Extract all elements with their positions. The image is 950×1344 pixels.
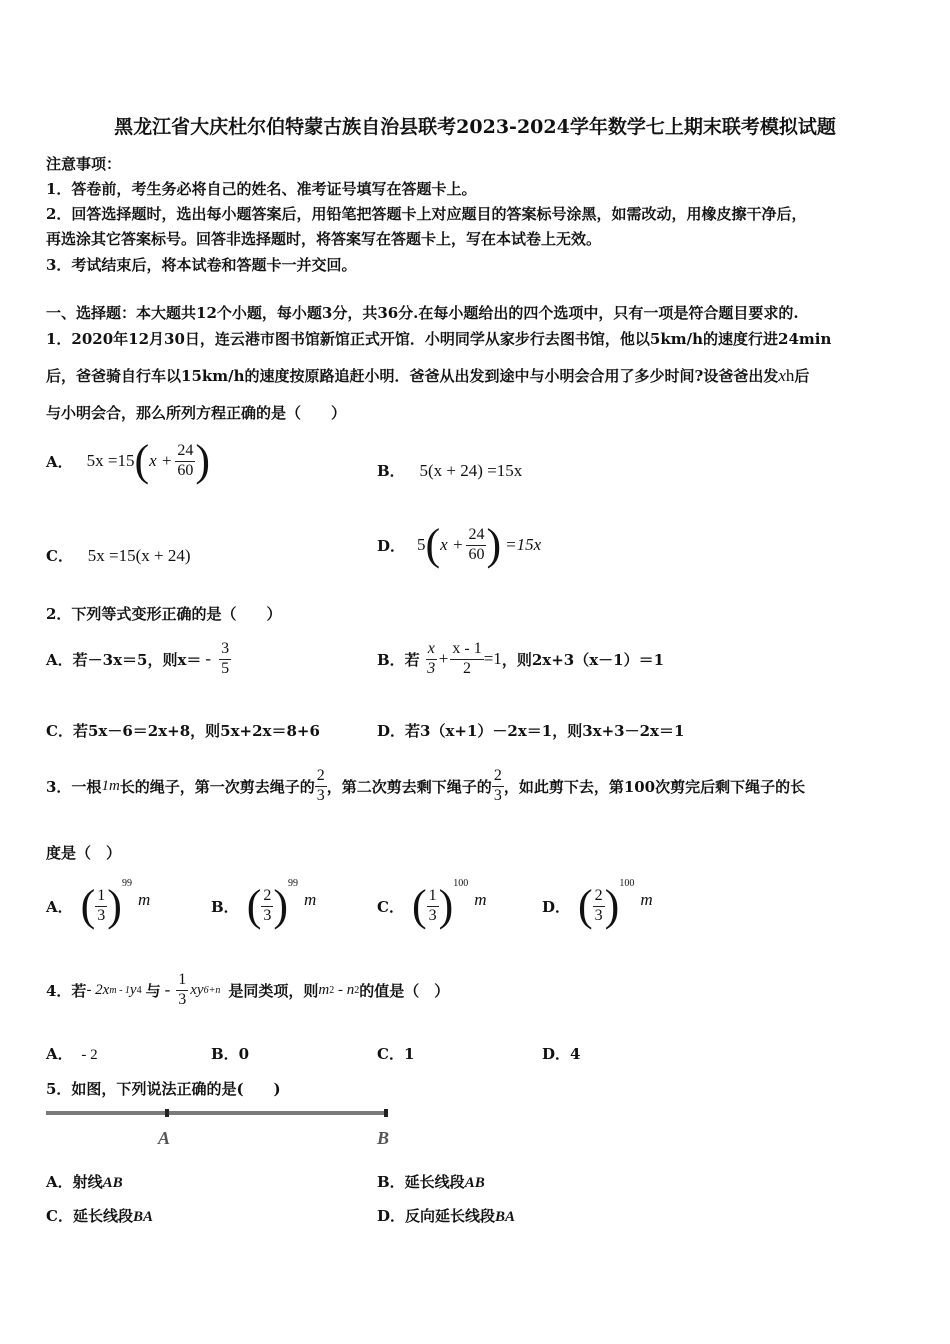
q1-d-lead: 5 bbox=[417, 535, 426, 554]
q1-option-d-label: D． bbox=[377, 536, 406, 555]
q1-line-3: 与小明会合，那么所列方程正确的是（ ） bbox=[46, 404, 347, 422]
q4-post-2: 的值是（ ） bbox=[359, 981, 450, 1000]
q3-d-fraction bbox=[593, 887, 605, 925]
q3-option-d[interactable] bbox=[542, 878, 653, 934]
q2-b-f2-den: 2 bbox=[463, 659, 472, 677]
q4-m-sup: 2 bbox=[329, 984, 335, 996]
q1-d-num: 24 bbox=[466, 526, 486, 545]
q5-option-d-label: D．反向延长线段 bbox=[377, 1207, 496, 1225]
q2-a-minus: - bbox=[205, 649, 212, 668]
q1-line-2 bbox=[46, 365, 809, 386]
right-paren-icon: ) bbox=[195, 436, 211, 485]
q3-b-fraction bbox=[261, 887, 273, 925]
q4-option-a-value: - 2 bbox=[81, 1047, 98, 1063]
q2-b-plus: + bbox=[438, 649, 449, 668]
q3-length: 1m bbox=[101, 777, 120, 794]
q2-b-f2-num: x - 1 bbox=[450, 640, 483, 659]
q4-option-c[interactable]: C．1 bbox=[377, 1045, 415, 1063]
q1-option-a-label: A． bbox=[46, 452, 73, 471]
section-heading: 一、选择题：本大题共12个小题，每小题3分，共36分.在每小题给出的四个选项中，只有一项是符合题目要求的. bbox=[46, 304, 799, 322]
q5-stem: 5．如图，下列说法正确的是( ) bbox=[46, 1080, 281, 1098]
q5-option-b-value: AB bbox=[464, 1175, 485, 1191]
q1-d-right: =15x bbox=[505, 535, 542, 554]
q2-b-eq: =1 bbox=[483, 649, 502, 668]
q4-n-sup: 2 bbox=[354, 984, 360, 996]
left-paren-icon: ( bbox=[134, 436, 150, 485]
q3-pre: 3．一根 bbox=[46, 777, 102, 796]
q3-a-unit: m bbox=[137, 890, 151, 909]
q5-option-c-label: C．延长线段 bbox=[46, 1207, 133, 1225]
q1-unit: h bbox=[785, 366, 795, 385]
q3-option-c-label: C． bbox=[377, 897, 404, 916]
q4-t2-num: 1 bbox=[176, 971, 188, 990]
q3-c-num: 1 bbox=[427, 887, 439, 906]
q4-term-1-y-sup: 4 bbox=[136, 984, 142, 996]
q3-mid-1: 长的绳子，第一次剪去绳子的 bbox=[119, 777, 315, 796]
q4-option-b[interactable]: B．0 bbox=[211, 1045, 250, 1063]
q5-option-b[interactable] bbox=[377, 1171, 485, 1192]
right-paren-icon: ) bbox=[107, 881, 122, 930]
q1-line-1: 1．2020年12月30日，连云港市图书馆新馆正式开馆．小明同学从家步行去图书馆，他以5km/h的速度行进24min bbox=[46, 330, 832, 348]
q3-mid-2: ，第二次剪去剩下绳子的 bbox=[326, 777, 492, 796]
q3-post: ，如此剪下去，第100次剪完后剩下绳子的长 bbox=[503, 777, 806, 796]
point-b-label: B bbox=[377, 1128, 390, 1148]
q5-option-d-value: BA bbox=[495, 1209, 516, 1225]
q4-term-1: - 2x bbox=[86, 981, 110, 998]
q4-term-2-fraction bbox=[176, 971, 188, 1009]
q1-a-den: 60 bbox=[177, 461, 194, 479]
q1-d-den: 60 bbox=[468, 545, 485, 563]
line-segment-diagram bbox=[44, 1104, 396, 1150]
left-paren-icon: ( bbox=[578, 881, 593, 930]
left-paren-icon: ( bbox=[411, 881, 427, 930]
q3-option-b[interactable] bbox=[211, 878, 316, 934]
q5-option-a[interactable] bbox=[46, 1171, 123, 1192]
q1-c-expr: 5x =15(x + 24) bbox=[87, 546, 191, 565]
q2-b-f1-den: 3 bbox=[427, 659, 436, 677]
q3-d-unit: m bbox=[640, 890, 653, 909]
q4-pre: 4．若 bbox=[46, 981, 87, 1000]
q2-option-c[interactable]: C．若5x－6＝2x+8，则5x+2x＝8+6 bbox=[46, 722, 320, 740]
q4-term-1-sup: m - 1 bbox=[109, 984, 130, 996]
q3-a-num: 1 bbox=[95, 887, 107, 906]
q2-a-den: 5 bbox=[221, 659, 230, 677]
q5-option-a-value: AB bbox=[102, 1175, 123, 1191]
note-3: 3．考试结束后，将本试卷和答题卡一并交回。 bbox=[46, 256, 357, 274]
q5-option-b-label: B．延长线段 bbox=[377, 1173, 465, 1191]
left-paren-icon: ( bbox=[425, 520, 441, 569]
q3-c-unit: m bbox=[474, 890, 487, 909]
q5-option-c-value: BA bbox=[132, 1209, 153, 1225]
q2-option-a[interactable] bbox=[46, 637, 231, 681]
q3-c-fraction bbox=[427, 887, 439, 925]
q3-b-exp: 99 bbox=[288, 878, 298, 889]
q3-a-den: 3 bbox=[97, 906, 106, 924]
q3-d-den: 3 bbox=[594, 906, 603, 924]
q1-b-expr: 5(x + 24) =15x bbox=[419, 461, 523, 480]
q4-option-d[interactable]: D．4 bbox=[542, 1045, 581, 1063]
q2-a-text: A．若－3x＝5，则x＝ bbox=[46, 650, 202, 669]
q5-option-c[interactable] bbox=[46, 1205, 153, 1226]
right-paren-icon: ) bbox=[604, 881, 620, 930]
q4-term-2-sup: 6+n bbox=[203, 984, 221, 996]
right-paren-icon: ) bbox=[438, 881, 454, 930]
q4-t2-den: 3 bbox=[178, 990, 187, 1008]
q3-line-2: 度是（ ） bbox=[46, 844, 122, 862]
q4-option-a[interactable] bbox=[46, 1043, 98, 1064]
q5-option-d[interactable] bbox=[377, 1205, 515, 1226]
q3-a-exp: 99 bbox=[121, 878, 132, 889]
q3-option-d-label: D． bbox=[542, 897, 571, 916]
q3-line-1 bbox=[46, 754, 805, 818]
q4-option-a-label: A． bbox=[46, 1045, 73, 1063]
q2-option-d[interactable]: D．若3（x+1）－2x＝1，则3x+3－2x＝1 bbox=[377, 722, 685, 740]
q2-b-frac-2 bbox=[450, 640, 483, 678]
q4-minus: - bbox=[334, 981, 347, 998]
q4-term-1-y: y bbox=[129, 981, 137, 998]
q2-stem: 2．下列等式变形正确的是（ ） bbox=[46, 605, 282, 623]
q1-a-fraction bbox=[175, 442, 195, 480]
q3-option-a-label: A． bbox=[46, 897, 73, 916]
q3-d-num: 2 bbox=[593, 887, 605, 906]
q3-c-exp: 100 bbox=[453, 878, 469, 889]
q1-a-inner: x + bbox=[149, 451, 173, 470]
q3-option-c[interactable] bbox=[377, 878, 487, 934]
left-paren-icon: ( bbox=[80, 881, 96, 930]
q3-b-num: 2 bbox=[261, 887, 273, 906]
point-a-icon bbox=[165, 1109, 169, 1117]
point-b-icon bbox=[384, 1109, 388, 1117]
point-a-label: A bbox=[158, 1128, 171, 1148]
q3-f2-num: 2 bbox=[492, 767, 504, 786]
q2-a-fraction bbox=[219, 640, 231, 678]
q2-b-frac-1 bbox=[426, 640, 437, 678]
q3-option-a[interactable] bbox=[46, 878, 150, 934]
q2-a-num: 3 bbox=[219, 640, 231, 659]
q3-b-den: 3 bbox=[263, 906, 272, 924]
q4-with: 与 bbox=[145, 981, 161, 1000]
q3-f1-num: 2 bbox=[315, 767, 327, 786]
right-paren-icon: ) bbox=[273, 881, 288, 930]
q1-option-b[interactable] bbox=[377, 460, 522, 481]
q5-option-a-label: A．射线 bbox=[46, 1173, 103, 1191]
q1-option-a[interactable] bbox=[46, 436, 210, 486]
q2-b-post: ，则2x+3（x－1）＝1 bbox=[501, 650, 665, 669]
q1-d-inner: x + bbox=[440, 535, 464, 554]
q4-stem bbox=[46, 958, 449, 1022]
q1-d-fraction bbox=[466, 526, 486, 564]
q4-term-2-xy: xy bbox=[190, 981, 204, 998]
q1-a-num: 24 bbox=[175, 442, 195, 461]
q3-a-fraction bbox=[95, 887, 107, 925]
q3-f2-den: 3 bbox=[493, 786, 502, 804]
q1-option-c-label: C． bbox=[46, 547, 73, 565]
q1-option-b-label: B． bbox=[377, 462, 405, 480]
q2-option-b[interactable] bbox=[377, 637, 664, 681]
q3-f1-den: 3 bbox=[316, 786, 325, 804]
q4-m: m bbox=[318, 981, 330, 998]
note-2-line-2: 再选涂其它答案标号。回答非选择题时，将答案写在答题卡上，写在本试卷上无效。 bbox=[46, 230, 602, 248]
q3-option-b-label: B． bbox=[211, 897, 239, 916]
left-paren-icon: ( bbox=[246, 881, 262, 930]
q3-d-exp: 100 bbox=[619, 878, 635, 889]
q4-n: n bbox=[346, 981, 355, 998]
q1-line-2-end: 后 bbox=[794, 367, 810, 385]
right-paren-icon: ) bbox=[486, 520, 502, 569]
q4-post-1: 是同类项，则 bbox=[228, 981, 319, 1000]
q3-fraction-1 bbox=[315, 767, 327, 805]
q1-a-left: 5x =15 bbox=[86, 451, 135, 470]
q1-var: x bbox=[778, 366, 786, 385]
q3-c-den: 3 bbox=[428, 906, 437, 924]
q2-b-text: B．若 bbox=[377, 650, 420, 669]
notes-heading: 注意事项： bbox=[46, 155, 122, 173]
q4-term-2-minus: - bbox=[164, 980, 171, 999]
note-2-line-1: 2．回答选择题时，选出每小题答案后，用铅笔把答题卡上对应题目的答案标号涂黑，如需改动，用橡皮擦干净后， bbox=[46, 205, 807, 223]
q2-b-f1-num: x bbox=[426, 640, 437, 659]
q3-fraction-2 bbox=[492, 767, 504, 805]
q5-figure bbox=[44, 1104, 396, 1150]
q1-line-2-text: 后，爸爸骑自行车以15km/h的速度按原路追赶小明．爸爸从出发到途中与小明会合用了多少时间?设爸爸出发 bbox=[46, 367, 779, 385]
page-title: 黑龙江省大庆杜尔伯特蒙古族自治县联考2023-2024学年数学七上期末联考模拟试题 bbox=[114, 116, 836, 138]
q1-option-d[interactable] bbox=[377, 520, 541, 570]
q1-option-c[interactable] bbox=[46, 545, 190, 566]
note-1: 1．答卷前，考生务必将自己的姓名、准考证号填写在答题卡上。 bbox=[46, 180, 477, 198]
q3-b-unit: m bbox=[304, 890, 317, 909]
